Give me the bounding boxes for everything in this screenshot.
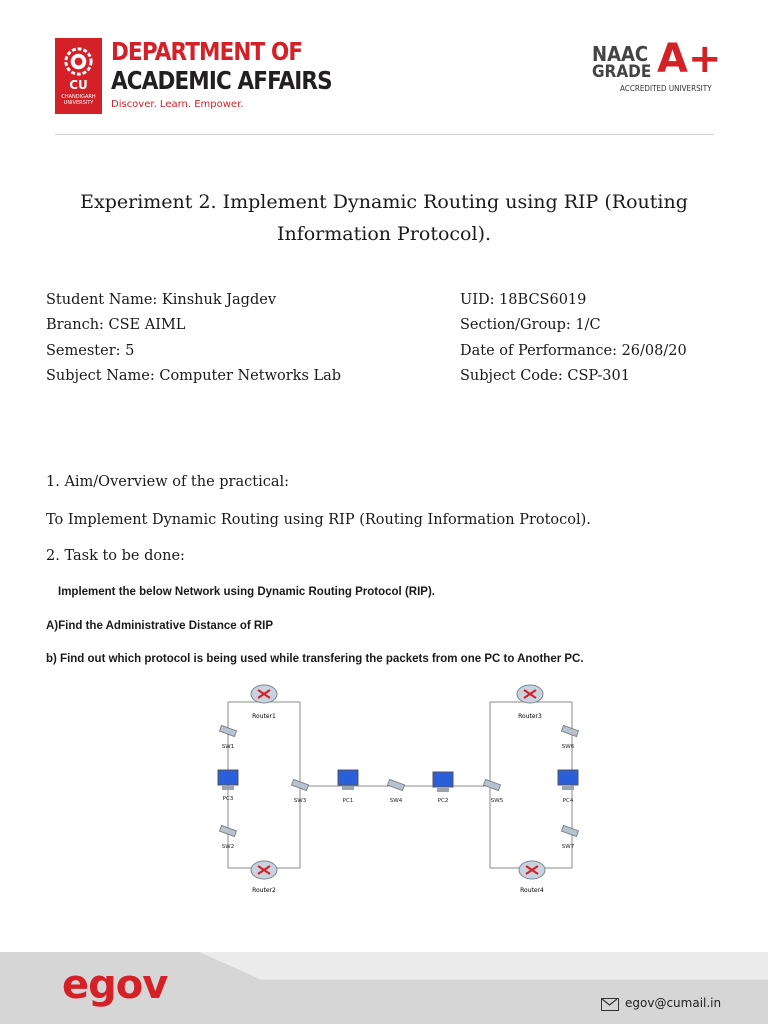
pc3-label: PC3 bbox=[222, 796, 234, 802]
sw3-label: SW3 bbox=[293, 798, 307, 804]
sw4-label: SW4 bbox=[389, 798, 403, 804]
network-diagram bbox=[200, 678, 600, 900]
cu-logo-text: CU bbox=[69, 78, 88, 92]
pc2-icon bbox=[433, 772, 453, 792]
router2-icon bbox=[251, 861, 277, 879]
pc4-label: PC4 bbox=[562, 798, 574, 804]
router3-icon bbox=[517, 685, 543, 703]
aim-text: To Implement Dynamic Routing using RIP (Routing Information Protocol). bbox=[46, 512, 591, 528]
uid: UID: 18BCS6019 bbox=[460, 292, 587, 308]
naac-label: NAAC bbox=[592, 42, 649, 66]
sw7-label: SW7 bbox=[561, 844, 575, 850]
date-of-performance: Date of Performance: 26/08/20 bbox=[460, 343, 687, 359]
router1-icon bbox=[251, 685, 277, 703]
aim-heading: 1. Aim/Overview of the practical: bbox=[46, 474, 290, 490]
sw2-label: SW2 bbox=[221, 844, 235, 850]
tagline: Discover. Learn. Empower. bbox=[111, 99, 244, 110]
router2-label: Router2 bbox=[252, 887, 276, 894]
header-divider bbox=[55, 134, 714, 135]
section-group: Section/Group: 1/C bbox=[460, 317, 601, 333]
sw5-label: SW5 bbox=[490, 798, 504, 804]
egov-logo-rest: gov bbox=[88, 962, 168, 1008]
cu-logo-subtext: CHANDIGARH UNIVERSITY bbox=[61, 94, 96, 106]
sw1-label: SW1 bbox=[221, 744, 235, 750]
task-b: b) Find out which protocol is being used while transfering the packets from one PC to Another PC. bbox=[46, 653, 584, 665]
student-name: Student Name: Kinshuk Jagdev bbox=[46, 292, 277, 308]
experiment-title bbox=[50, 186, 718, 250]
router4-label: Router4 bbox=[520, 887, 544, 894]
router1-label: Router1 bbox=[252, 713, 276, 720]
pc2-label: PC2 bbox=[437, 798, 449, 804]
grade-value: A+ bbox=[657, 36, 722, 82]
sw6-label: SW6 bbox=[561, 744, 575, 750]
branch: Branch: CSE AIML bbox=[46, 317, 186, 333]
title-line-2: Information Protocol). bbox=[276, 223, 492, 245]
mail-icon bbox=[601, 998, 619, 1011]
pc1-icon bbox=[338, 770, 358, 790]
task-a: A)Find the Administrative Distance of RIP bbox=[46, 620, 274, 632]
semester: Semester: 5 bbox=[46, 343, 135, 359]
sw7-icon bbox=[561, 825, 578, 836]
pc4-icon bbox=[558, 770, 578, 790]
cu-emblem-icon bbox=[61, 44, 96, 79]
title-line-1: Experiment 2. Implement Dynamic Routing using RIP (Routing bbox=[80, 191, 688, 213]
subject-name: Subject Name: Computer Networks Lab bbox=[46, 368, 342, 384]
sw6-icon bbox=[561, 725, 578, 736]
task-intro: Implement the below Network using Dynamic Routing Protocol (RIP). bbox=[58, 586, 435, 598]
sw5-icon bbox=[483, 779, 500, 790]
cu-logo bbox=[55, 38, 102, 114]
task-heading: 2. Task to be done: bbox=[46, 548, 185, 564]
department-subtitle: ACADEMIC AFFAIRS bbox=[111, 66, 332, 95]
egov-logo bbox=[62, 962, 167, 1008]
accredited-label: ACCREDITED UNIVERSITY bbox=[620, 84, 712, 93]
grade-label: GRADE bbox=[592, 62, 652, 82]
router4-icon bbox=[519, 861, 545, 879]
router3-label: Router3 bbox=[518, 713, 542, 720]
pc3-icon bbox=[218, 770, 238, 790]
subject-code: Subject Code: CSP-301 bbox=[460, 368, 630, 384]
sw4-icon bbox=[387, 779, 404, 790]
egov-logo-e: e bbox=[62, 962, 89, 1008]
department-title: DEPARTMENT OF bbox=[111, 37, 303, 66]
footer-email[interactable]: egov@cumail.in bbox=[625, 996, 722, 1010]
pc1-label: PC1 bbox=[342, 798, 354, 804]
